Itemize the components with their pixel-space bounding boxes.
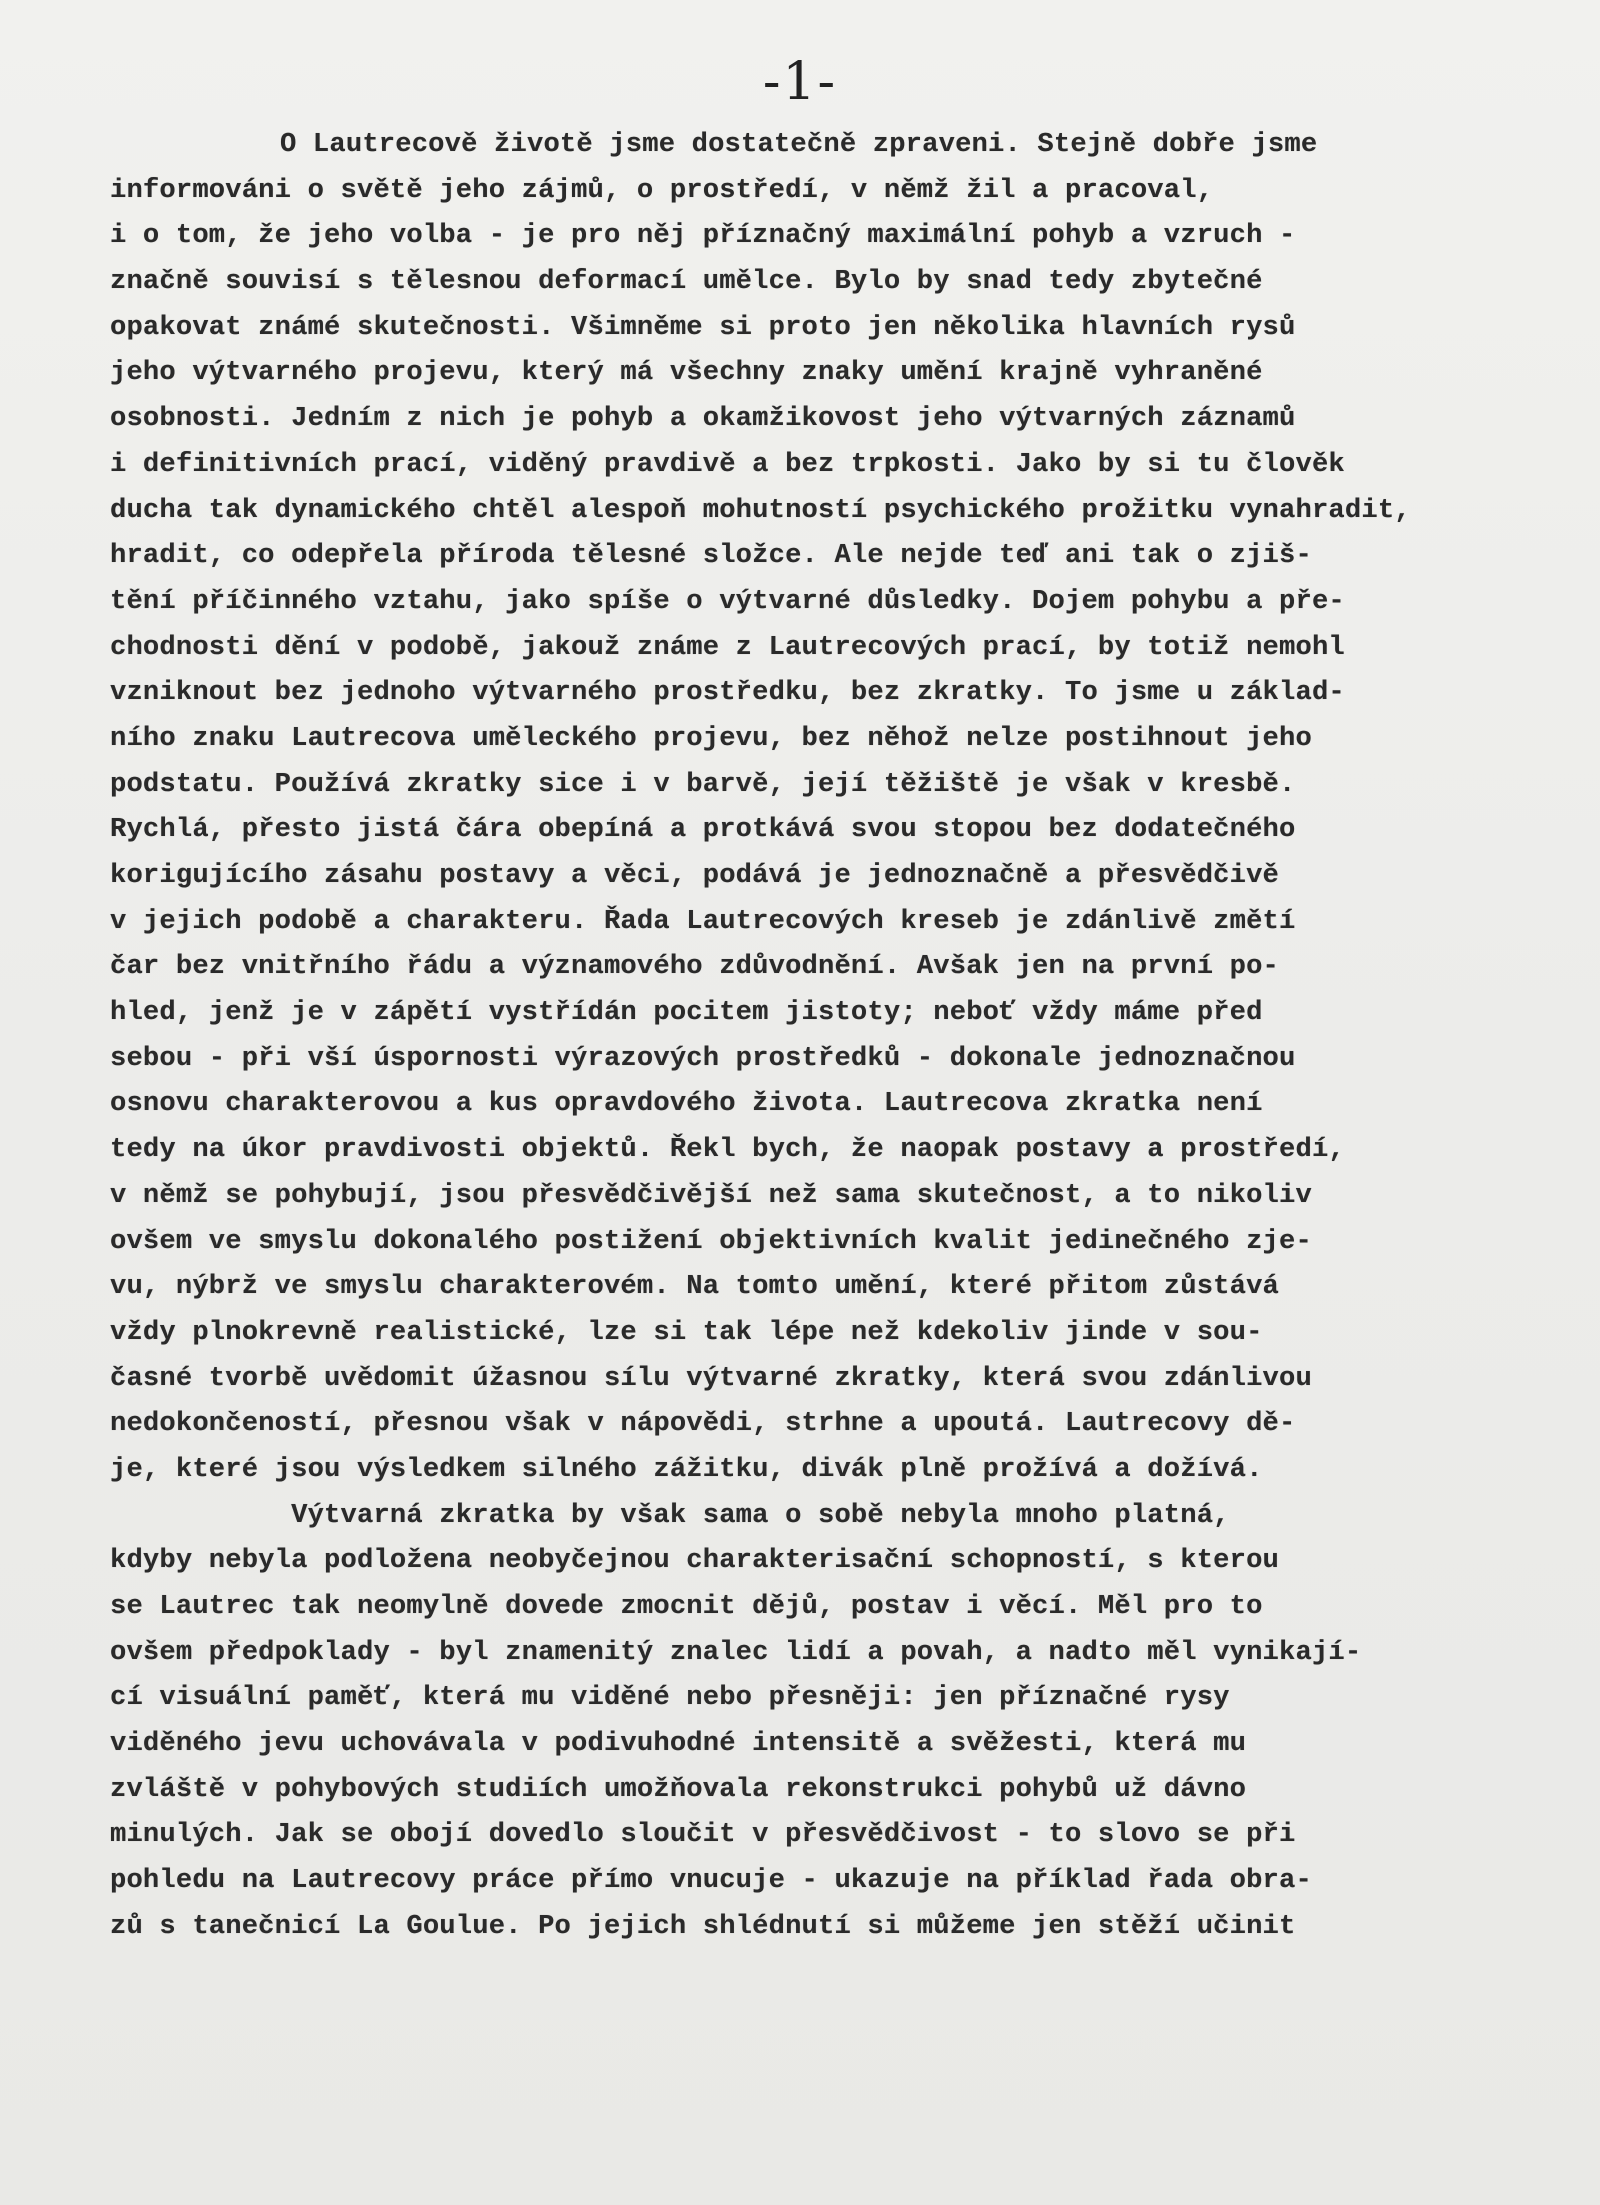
text-line: vu, nýbrž ve smyslu charakterovém. Na tomto umění, které přitom zůstává	[110, 1271, 1280, 1303]
text-line: opakovat známé skutečnosti. Všimněme si proto jen několika hlavních rysů	[110, 311, 1296, 343]
text-line: viděného jevu uchovávala v podivuhodné intensitě a svěžesti, která mu	[110, 1728, 1247, 1760]
text-line: korigujícího zásahu postavy a věci, podává je jednoznačně a přesvědčivě	[110, 860, 1280, 891]
text-line: Rychlá, přesto jistá čára obepíná a protkává svou stopou bez dodatečného	[110, 814, 1296, 846]
text-line: vzniknout bez jednoho výtvarného prostředku, bez zkratky. To jsme u základ-	[110, 677, 1345, 709]
text-line: tění příčinného vztahu, jako spíše o výtvarné důsledky. Dojem pohybu a pře-	[110, 585, 1345, 617]
text-line: minulých. Jak se obojí dovedlo sloučit v přesvědčivost - to slovo se při	[110, 1819, 1296, 1851]
text-line: O Lautrecově životě jsme dostatečně zpraveni. Stejně dobře jsme	[280, 129, 1318, 160]
text-line: i o tom, že jeho volba - je pro něj příznačný maximální pohyb a vzruch -	[110, 220, 1296, 252]
text-line: nedokončeností, přesnou však v nápovědi, strhne a upoutá. Lautrecovy dě-	[110, 1408, 1296, 1440]
text-line: ního znaku Lautrecova uměleckého projevu, bez něhož nelze postihnout jeho	[110, 722, 1312, 754]
text-line: hradit, co odepřela příroda tělesné složce. Ale nejde teď ani tak o zjiš-	[110, 540, 1312, 572]
text-line: tedy na úkor pravdivosti objektů. Řekl bych, že naopak postavy a prostředí,	[110, 1134, 1345, 1166]
text-line: cí visuální paměť, která mu viděné nebo přesněji: jen příznačné rysy	[110, 1682, 1230, 1714]
text-line: ovšem předpoklady - byl znamenitý znalec lidí a povah, a nadto měl vynikají-	[110, 1636, 1362, 1668]
text-line: sebou - při vší úspornosti výrazových prostředků - dokonale jednoznačnou	[110, 1042, 1296, 1074]
text-line: vždy plnokrevně realistické, lze si tak lépe než kdekoliv jinde v sou-	[110, 1316, 1263, 1348]
text-line: Výtvarná zkratka by však sama o sobě nebyla mnoho platná,	[110, 1499, 1230, 1531]
text-line: v jejich podobě a charakteru. Řada Lautrecových kreseb je zdánlivě změtí	[110, 905, 1296, 937]
text-line: pohledu na Lautrecovy práce přímo vnucuje - ukazuje na příklad řada obra-	[110, 1865, 1312, 1897]
text-line: v němž se pohybují, jsou přesvědčivější než sama skutečnost, a to nikoliv	[110, 1179, 1312, 1211]
page-number: -1-	[762, 52, 838, 112]
text-line: i definitivních prací, viděný pravdivě a bez trpkosti. Jako by si tu člověk	[110, 448, 1345, 480]
text-line: kdyby nebyla podložena neobyčejnou charakterisační schopností, s kterou	[110, 1545, 1280, 1577]
text-line: hled, jenž je v zápětí vystřídán pocitem jistoty; neboť vždy máme před	[110, 997, 1263, 1029]
text-line: je, které jsou výsledkem silného zážitku, divák plně prožívá a dožívá.	[110, 1453, 1263, 1485]
text-line: ovšem ve smyslu dokonalého postižení objektivních kvalit jedinečného zje-	[110, 1225, 1312, 1257]
text-line: časné tvorbě uvědomit úžasnou sílu výtvarné zkratky, která svou zdánlivou	[110, 1362, 1312, 1394]
text-line: osnovu charakterovou a kus opravdového života. Lautrecova zkratka není	[110, 1088, 1263, 1120]
text-line: osobnosti. Jedním z nich je pohyb a okamžikovost jeho výtvarných záznamů	[110, 403, 1296, 435]
paragraph-1	[110, 122, 1550, 1493]
text-line: značně souvisí s tělesnou deformací umělce. Bylo by snad tedy zbytečné	[110, 266, 1263, 298]
text-line: zvláště v pohybových studiích umožňovala rekonstrukci pohybů už dávno	[110, 1773, 1247, 1805]
text-line: chodnosti dění v podobě, jakouž známe z Lautrecových prací, by totiž nemohl	[110, 631, 1345, 663]
text-line: zů s tanečnicí La Goulue. Po jejich shlédnutí si můžeme jen stěží učinit	[110, 1910, 1296, 1942]
text-line: podstatu. Používá zkratky sice i v barvě, její těžiště je však v kresbě.	[110, 768, 1296, 800]
text-line: čar bez vnitřního řádu a významového zdůvodnění. Avšak jen na první po-	[110, 951, 1280, 983]
paragraph-2	[110, 1493, 1550, 1950]
body-text	[110, 122, 1550, 1950]
text-line: se Lautrec tak neomylně dovede zmocnit dějů, postav i věcí. Měl pro to	[110, 1591, 1263, 1622]
text-line: ducha tak dynamického chtěl alespoň mohutností psychického prožitku vynahradit,	[110, 494, 1411, 526]
text-line: informováni o světě jeho zájmů, o prostředí, v němž žil a pracoval,	[110, 174, 1214, 206]
text-line: jeho výtvarného projevu, který má všechny znaky umění krajně vyhraněné	[110, 357, 1263, 389]
